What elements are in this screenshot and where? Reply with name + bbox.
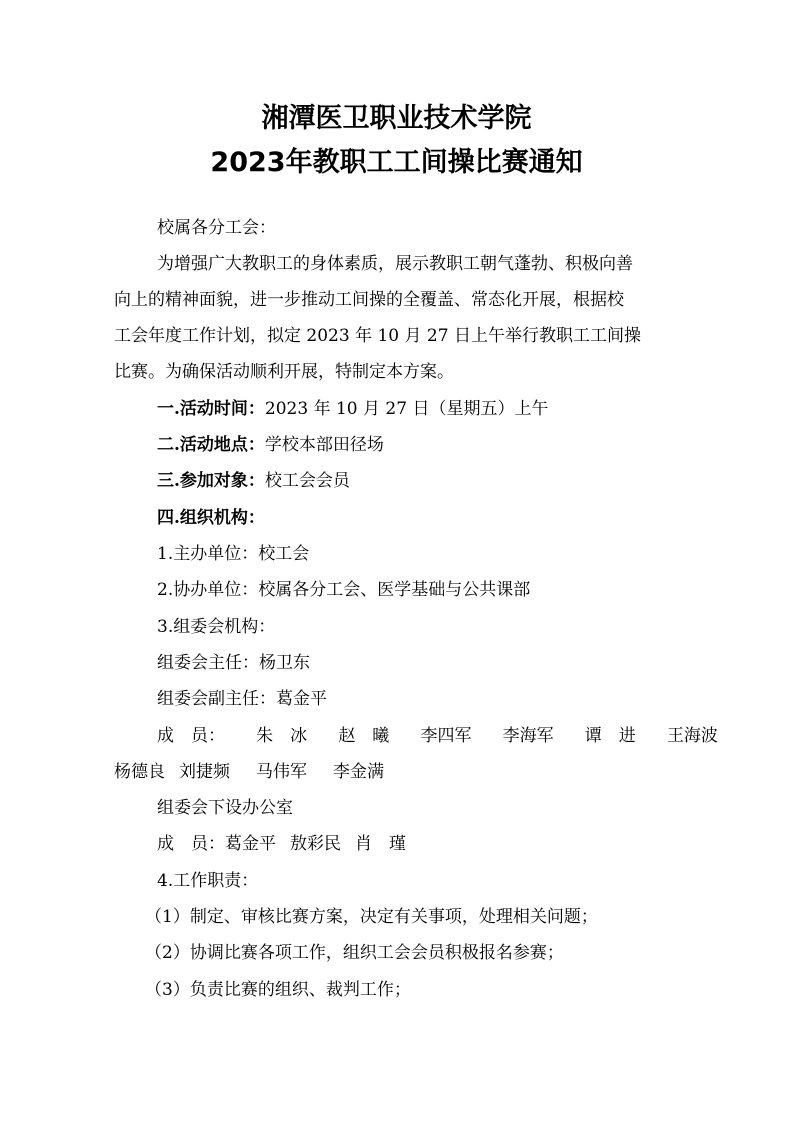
members-row-2 <box>114 761 684 783</box>
members-row-1 <box>157 725 718 747</box>
section-participants <box>157 470 727 492</box>
org-director: 组委会主任：杨卫东 <box>157 653 310 673</box>
member-name: 王海波 <box>666 726 718 746</box>
section-time-label: 一.活动时间： <box>157 399 265 419</box>
salutation: 校属各分工会： <box>157 218 276 238</box>
section-place-label: 二.活动地点： <box>157 435 265 455</box>
member-name: 葛金平 <box>225 834 276 854</box>
office-members-row <box>157 833 727 855</box>
duty-item: （1）制定、审核比赛方案，决定有关事项，处理相关问题； <box>145 907 598 927</box>
member-name: 肖 瑾 <box>355 834 406 854</box>
section-place <box>157 434 727 456</box>
org-host: 1.主办单位：校工会 <box>157 544 310 564</box>
member-name: 谭 进 <box>584 726 636 746</box>
document-title-line-2: 2023年教职工工间操比赛通知 <box>210 147 583 178</box>
section-time-value: 2023 年 10 月 27 日（星期五）上午 <box>264 399 549 419</box>
members-label: 成 员： <box>157 726 225 746</box>
member-name: 马伟军 <box>256 762 307 782</box>
member-name: 杨德良 <box>114 762 165 782</box>
org-cohost: 2.协办单位：校属各分工会、医学基础与公共课部 <box>157 580 531 600</box>
member-name: 赵 曦 <box>338 726 390 746</box>
duties-title: 4.工作职责： <box>157 871 259 891</box>
member-name: 敖彩民 <box>290 834 341 854</box>
member-name: 李金满 <box>333 762 384 782</box>
section-organization-title: 四.组织机构： <box>157 508 265 528</box>
office-members-label: 成 员： <box>157 834 225 854</box>
org-office: 组委会下设办公室 <box>157 798 293 818</box>
document-title-line-1: 湘潭医卫职业技术学院 <box>261 103 532 134</box>
section-participants-label: 三.参加对象： <box>157 471 265 491</box>
member-name: 朱 冰 <box>256 726 308 746</box>
org-deputy: 组委会副主任：葛金平 <box>157 689 327 709</box>
member-name: 李海军 <box>502 726 554 746</box>
intro-line-2: 向上的精神面貌，进一步推动工间操的全覆盖、常态化开展，根据校 <box>114 290 624 310</box>
section-place-value: 学校本部田径场 <box>264 435 384 455</box>
duty-item: （2）协调比赛各项工作，组织工会会员积极报名参赛； <box>145 943 564 963</box>
section-time <box>157 398 727 420</box>
member-name: 李四军 <box>420 726 472 746</box>
intro-line-4: 比赛。为确保活动顺利开展，特制定本方案。 <box>114 362 454 382</box>
member-name: 刘捷频 <box>179 762 230 782</box>
org-committee: 3.组委会机构： <box>157 617 276 637</box>
intro-line-1: 为增强广大教职工的身体素质，展示教职工朝气蓬勃、积极向善 <box>157 254 633 274</box>
section-participants-value: 校工会会员 <box>264 471 350 491</box>
intro-line-3: 工会年度工作计划，拟定 2023 年 10 月 27 日上午举行教职工工间操 <box>114 326 641 346</box>
duty-item: （3）负责比赛的组织、裁判工作； <box>145 980 411 1000</box>
